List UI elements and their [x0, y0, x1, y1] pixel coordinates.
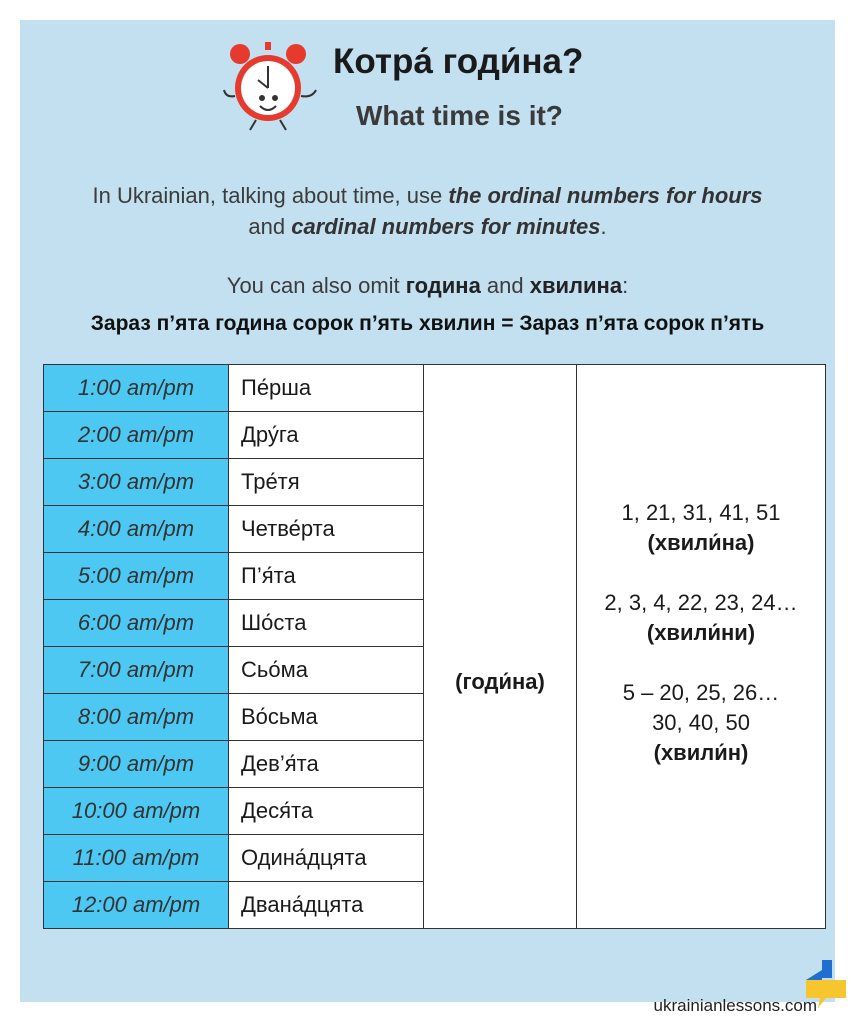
intro-line-3: You can also omit година and хвилина:	[226, 273, 629, 298]
ordinal-cell: П’я́та	[229, 553, 424, 600]
hour-cell: 2:00 am/pm	[44, 412, 229, 459]
alarm-clock-icon	[220, 40, 330, 136]
minute-numbers: 1, 21, 31, 41, 51	[621, 499, 781, 525]
page-title: Котра година?	[333, 42, 584, 81]
ordinal-cell: Во́сьма	[229, 694, 424, 741]
site-url: ukrainianlessons.com	[653, 996, 817, 1015]
hour-cell: 6:00 am/pm	[44, 600, 229, 647]
minute-form: (хвили́н)	[653, 739, 749, 765]
hour-cell: 8:00 am/pm	[44, 694, 229, 741]
hour-cell: 3:00 am/pm	[44, 459, 229, 506]
minutes-cell	[577, 365, 826, 929]
minute-form: (хвили́ни)	[646, 619, 756, 645]
minute-form: (хвили́на)	[647, 529, 755, 555]
minute-numbers: 30, 40, 50	[652, 709, 750, 735]
minute-group	[577, 678, 825, 768]
ordinal-cell: Четве́рта	[229, 506, 424, 553]
hour-cell: 5:00 am/pm	[44, 553, 229, 600]
speech-bubble-logo-icon	[802, 958, 850, 1010]
hour-cell: 12:00 am/pm	[44, 882, 229, 929]
hour-cell: 1:00 am/pm	[44, 365, 229, 412]
time-table-body	[44, 365, 826, 929]
hour-cell: 7:00 am/pm	[44, 647, 229, 694]
ordinal-cell: Одина́дцята	[229, 835, 424, 882]
ordinal-cell: Двана́дцята	[229, 882, 424, 929]
hour-cell: 4:00 am/pm	[44, 506, 229, 553]
ordinal-cell: Дев’я́та	[229, 741, 424, 788]
table-row	[44, 365, 826, 412]
minute-numbers: 2, 3, 4, 22, 23, 24…	[604, 589, 798, 615]
hour-word-cell	[424, 365, 577, 929]
minute-group	[577, 498, 825, 558]
hour-cell: 11:00 am/pm	[44, 835, 229, 882]
example-sentence: Зараз п’ята година сорок п’ять хвилин = Зараз п’ята сорок п’ять	[90, 312, 765, 335]
ordinal-cell: Тре́тя	[229, 459, 424, 506]
time-table	[43, 364, 826, 929]
hour-cell: 10:00 am/pm	[44, 788, 229, 835]
minute-group	[577, 588, 825, 648]
ordinal-cell: Пе́рша	[229, 365, 424, 412]
ordinal-cell: Деся́та	[229, 788, 424, 835]
hour-cell: 9:00 am/pm	[44, 741, 229, 788]
minute-numbers: 5 – 20, 25, 26…	[622, 679, 780, 705]
intro-line-2: and cardinal numbers for minutes.	[248, 214, 607, 239]
ordinal-cell: Сьо́ма	[229, 647, 424, 694]
intro-line-1: In Ukrainian, talking about time, use the ordinal numbers for hours	[92, 183, 763, 208]
page-subtitle: What time is it?	[356, 100, 563, 131]
ordinal-cell: Шо́ста	[229, 600, 424, 647]
ordinal-cell: Дру́га	[229, 412, 424, 459]
hour-word: (годи́на)	[455, 668, 545, 694]
